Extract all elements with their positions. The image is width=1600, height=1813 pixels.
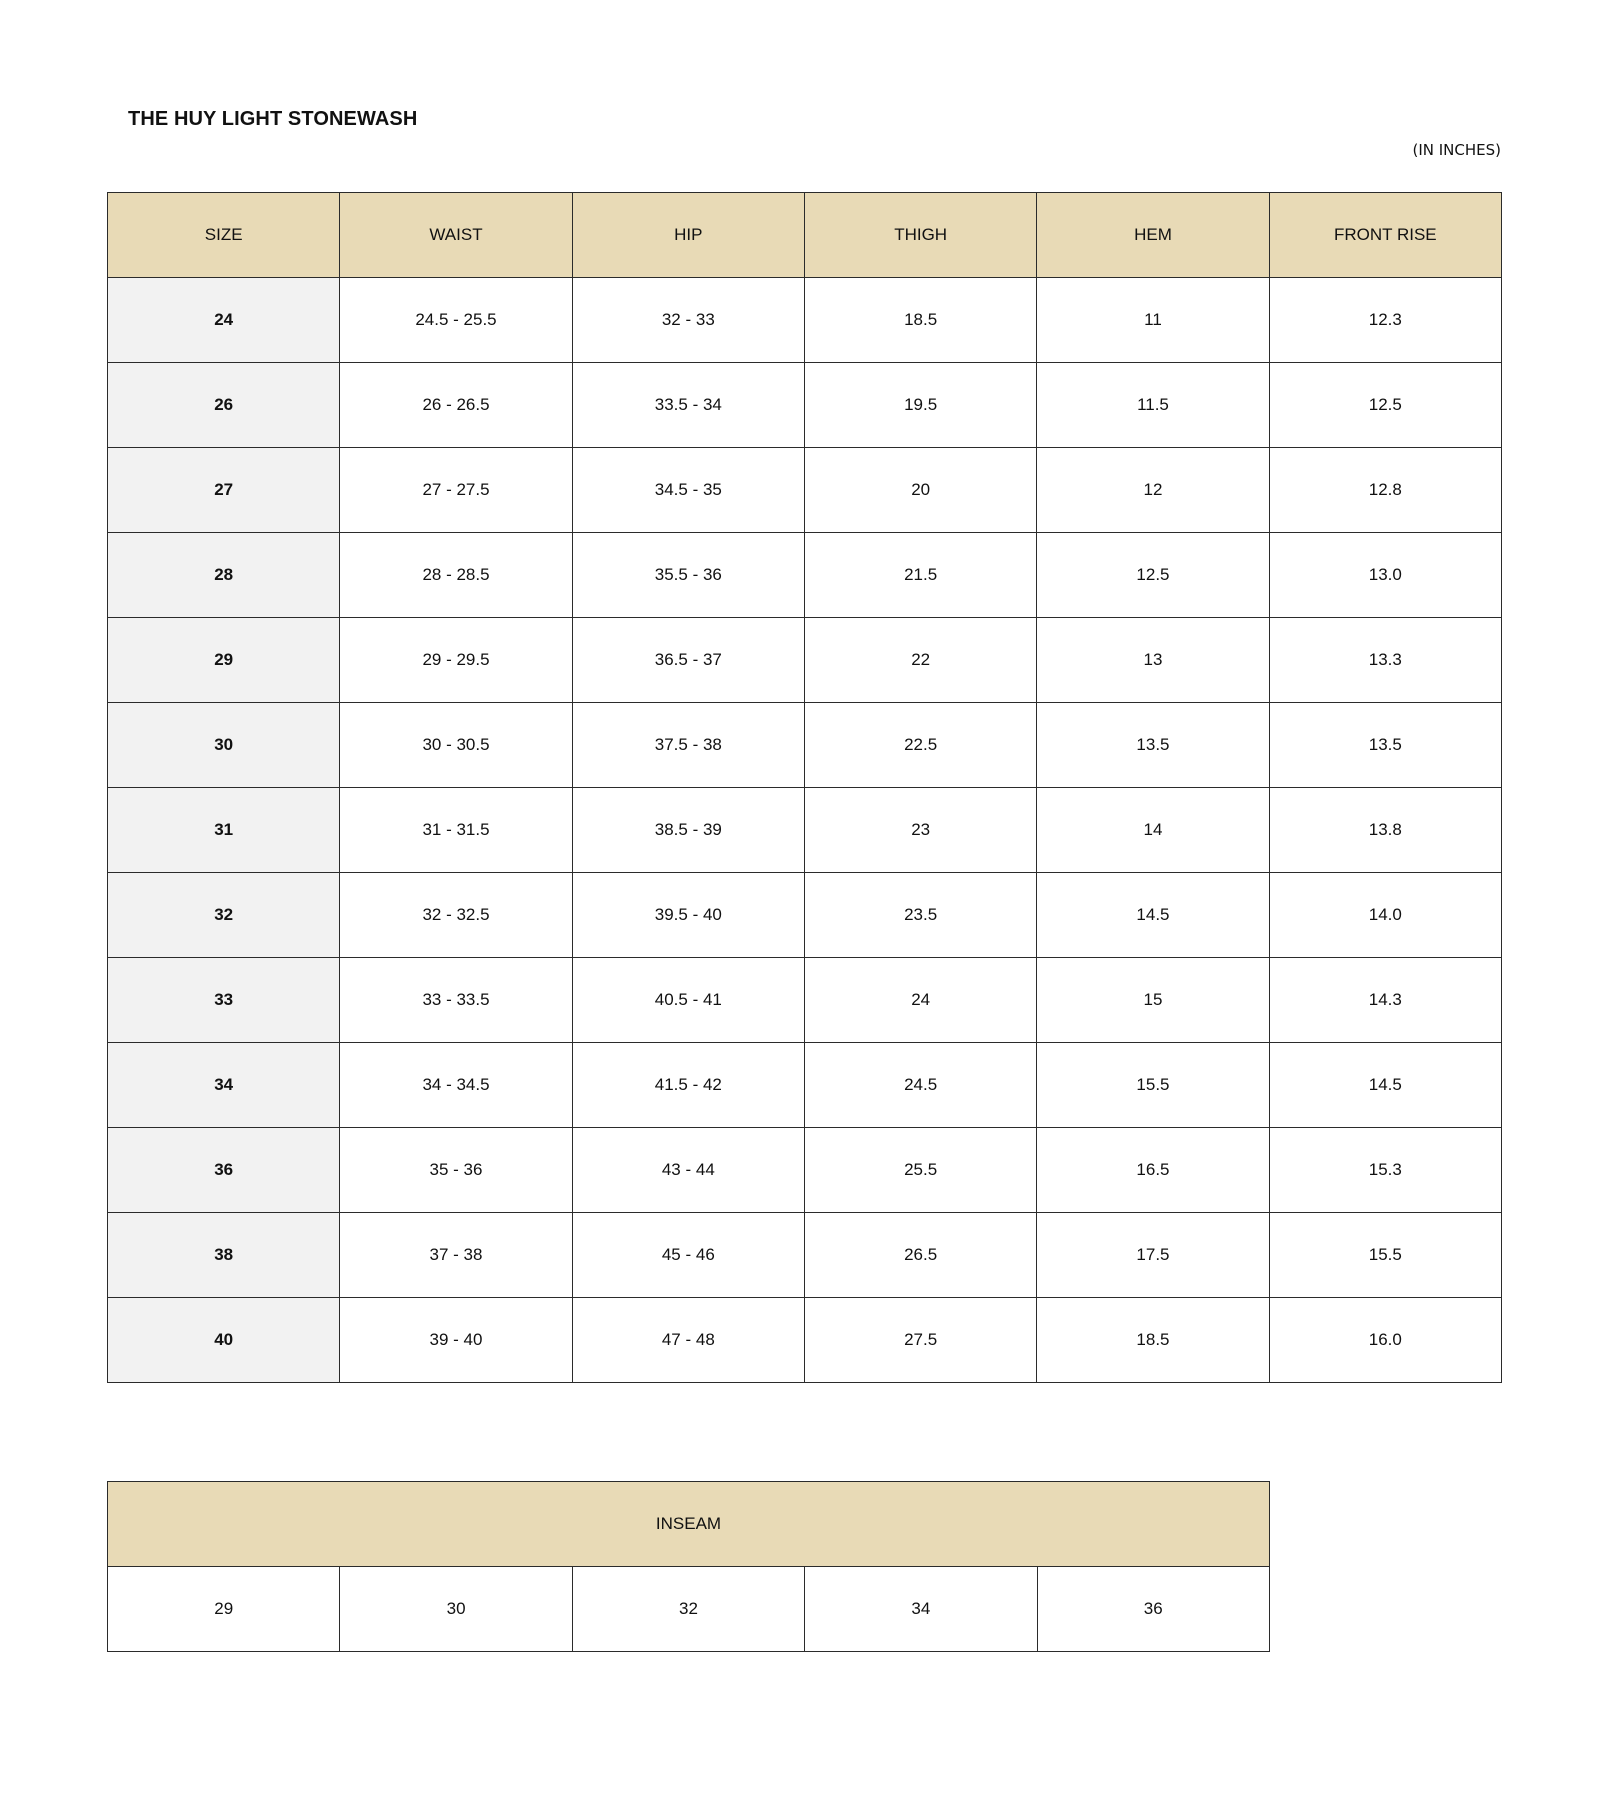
cell-hip: 36.5 - 37	[572, 618, 804, 703]
table-row	[108, 1213, 1502, 1298]
cell-waist: 37 - 38	[340, 1213, 572, 1298]
cell-hip: 39.5 - 40	[572, 873, 804, 958]
cell-thigh: 26.5	[804, 1213, 1036, 1298]
cell-waist: 35 - 36	[340, 1128, 572, 1213]
table-row	[108, 1298, 1502, 1383]
cell-hem: 18.5	[1037, 1298, 1269, 1383]
cell-hem: 14.5	[1037, 873, 1269, 958]
cell-front-rise: 15.3	[1269, 1128, 1501, 1213]
cell-thigh: 18.5	[804, 278, 1036, 363]
cell-hem: 15.5	[1037, 1043, 1269, 1128]
header-front-rise: FRONT RISE	[1269, 193, 1501, 278]
cell-hip: 35.5 - 36	[572, 533, 804, 618]
cell-waist: 33 - 33.5	[340, 958, 572, 1043]
cell-waist: 27 - 27.5	[340, 448, 572, 533]
cell-size: 29	[108, 618, 340, 703]
table-row	[108, 278, 1502, 363]
cell-hem: 12	[1037, 448, 1269, 533]
inseam-header: INSEAM	[108, 1482, 1270, 1567]
cell-size: 32	[108, 873, 340, 958]
cell-front-rise: 14.3	[1269, 958, 1501, 1043]
inseam-value: 34	[805, 1567, 1037, 1652]
cell-front-rise: 13.8	[1269, 788, 1501, 873]
cell-thigh: 21.5	[804, 533, 1036, 618]
table-row	[108, 1043, 1502, 1128]
cell-waist: 28 - 28.5	[340, 533, 572, 618]
page-title: THE HUY LIGHT STONEWASH	[128, 108, 418, 130]
cell-size: 27	[108, 448, 340, 533]
cell-hem: 13.5	[1037, 703, 1269, 788]
cell-thigh: 19.5	[804, 363, 1036, 448]
cell-size: 28	[108, 533, 340, 618]
cell-size: 30	[108, 703, 340, 788]
cell-waist: 30 - 30.5	[340, 703, 572, 788]
cell-front-rise: 13.0	[1269, 533, 1501, 618]
cell-hem: 17.5	[1037, 1213, 1269, 1298]
cell-size: 38	[108, 1213, 340, 1298]
header-waist: WAIST	[340, 193, 572, 278]
cell-thigh: 23	[804, 788, 1036, 873]
cell-size: 40	[108, 1298, 340, 1383]
inseam-table	[107, 1481, 1270, 1652]
header-hip: HIP	[572, 193, 804, 278]
cell-waist: 26 - 26.5	[340, 363, 572, 448]
cell-hip: 38.5 - 39	[572, 788, 804, 873]
cell-front-rise: 13.3	[1269, 618, 1501, 703]
cell-size: 31	[108, 788, 340, 873]
header-size: SIZE	[108, 193, 340, 278]
table-row	[108, 788, 1502, 873]
cell-waist: 34 - 34.5	[340, 1043, 572, 1128]
cell-thigh: 22.5	[804, 703, 1036, 788]
cell-thigh: 23.5	[804, 873, 1036, 958]
cell-waist: 32 - 32.5	[340, 873, 572, 958]
size-chart-table	[107, 192, 1502, 1383]
cell-hip: 32 - 33	[572, 278, 804, 363]
cell-front-rise: 12.3	[1269, 278, 1501, 363]
cell-hip: 34.5 - 35	[572, 448, 804, 533]
cell-hem: 15	[1037, 958, 1269, 1043]
cell-waist: 29 - 29.5	[340, 618, 572, 703]
cell-hem: 11	[1037, 278, 1269, 363]
cell-thigh: 24.5	[804, 1043, 1036, 1128]
cell-hip: 40.5 - 41	[572, 958, 804, 1043]
cell-thigh: 27.5	[804, 1298, 1036, 1383]
cell-waist: 39 - 40	[340, 1298, 572, 1383]
cell-hem: 16.5	[1037, 1128, 1269, 1213]
cell-hem: 13	[1037, 618, 1269, 703]
cell-hip: 43 - 44	[572, 1128, 804, 1213]
cell-thigh: 24	[804, 958, 1036, 1043]
inseam-value: 36	[1037, 1567, 1269, 1652]
inseam-values-row	[108, 1567, 1270, 1652]
cell-thigh: 25.5	[804, 1128, 1036, 1213]
table-row	[108, 363, 1502, 448]
table-row	[108, 618, 1502, 703]
cell-waist: 31 - 31.5	[340, 788, 572, 873]
cell-hem: 14	[1037, 788, 1269, 873]
cell-hip: 47 - 48	[572, 1298, 804, 1383]
units-note: (IN INCHES)	[1412, 141, 1501, 159]
cell-size: 24	[108, 278, 340, 363]
cell-hip: 41.5 - 42	[572, 1043, 804, 1128]
cell-front-rise: 13.5	[1269, 703, 1501, 788]
cell-hip: 45 - 46	[572, 1213, 804, 1298]
inseam-value: 29	[108, 1567, 340, 1652]
table-row	[108, 958, 1502, 1043]
cell-size: 33	[108, 958, 340, 1043]
table-row	[108, 873, 1502, 958]
cell-front-rise: 12.5	[1269, 363, 1501, 448]
cell-size: 26	[108, 363, 340, 448]
table-row	[108, 533, 1502, 618]
cell-hem: 12.5	[1037, 533, 1269, 618]
inseam-header-row	[108, 1482, 1270, 1567]
cell-thigh: 20	[804, 448, 1036, 533]
cell-thigh: 22	[804, 618, 1036, 703]
table-row	[108, 1128, 1502, 1213]
header-thigh: THIGH	[804, 193, 1036, 278]
cell-front-rise: 15.5	[1269, 1213, 1501, 1298]
cell-size: 36	[108, 1128, 340, 1213]
cell-waist: 24.5 - 25.5	[340, 278, 572, 363]
cell-front-rise: 14.5	[1269, 1043, 1501, 1128]
cell-hem: 11.5	[1037, 363, 1269, 448]
table-row	[108, 703, 1502, 788]
cell-hip: 33.5 - 34	[572, 363, 804, 448]
cell-front-rise: 16.0	[1269, 1298, 1501, 1383]
cell-front-rise: 14.0	[1269, 873, 1501, 958]
table-row	[108, 448, 1502, 533]
header-hem: HEM	[1037, 193, 1269, 278]
cell-front-rise: 12.8	[1269, 448, 1501, 533]
inseam-value: 32	[572, 1567, 804, 1652]
size-chart-header-row	[108, 193, 1502, 278]
cell-size: 34	[108, 1043, 340, 1128]
cell-hip: 37.5 - 38	[572, 703, 804, 788]
inseam-value: 30	[340, 1567, 572, 1652]
